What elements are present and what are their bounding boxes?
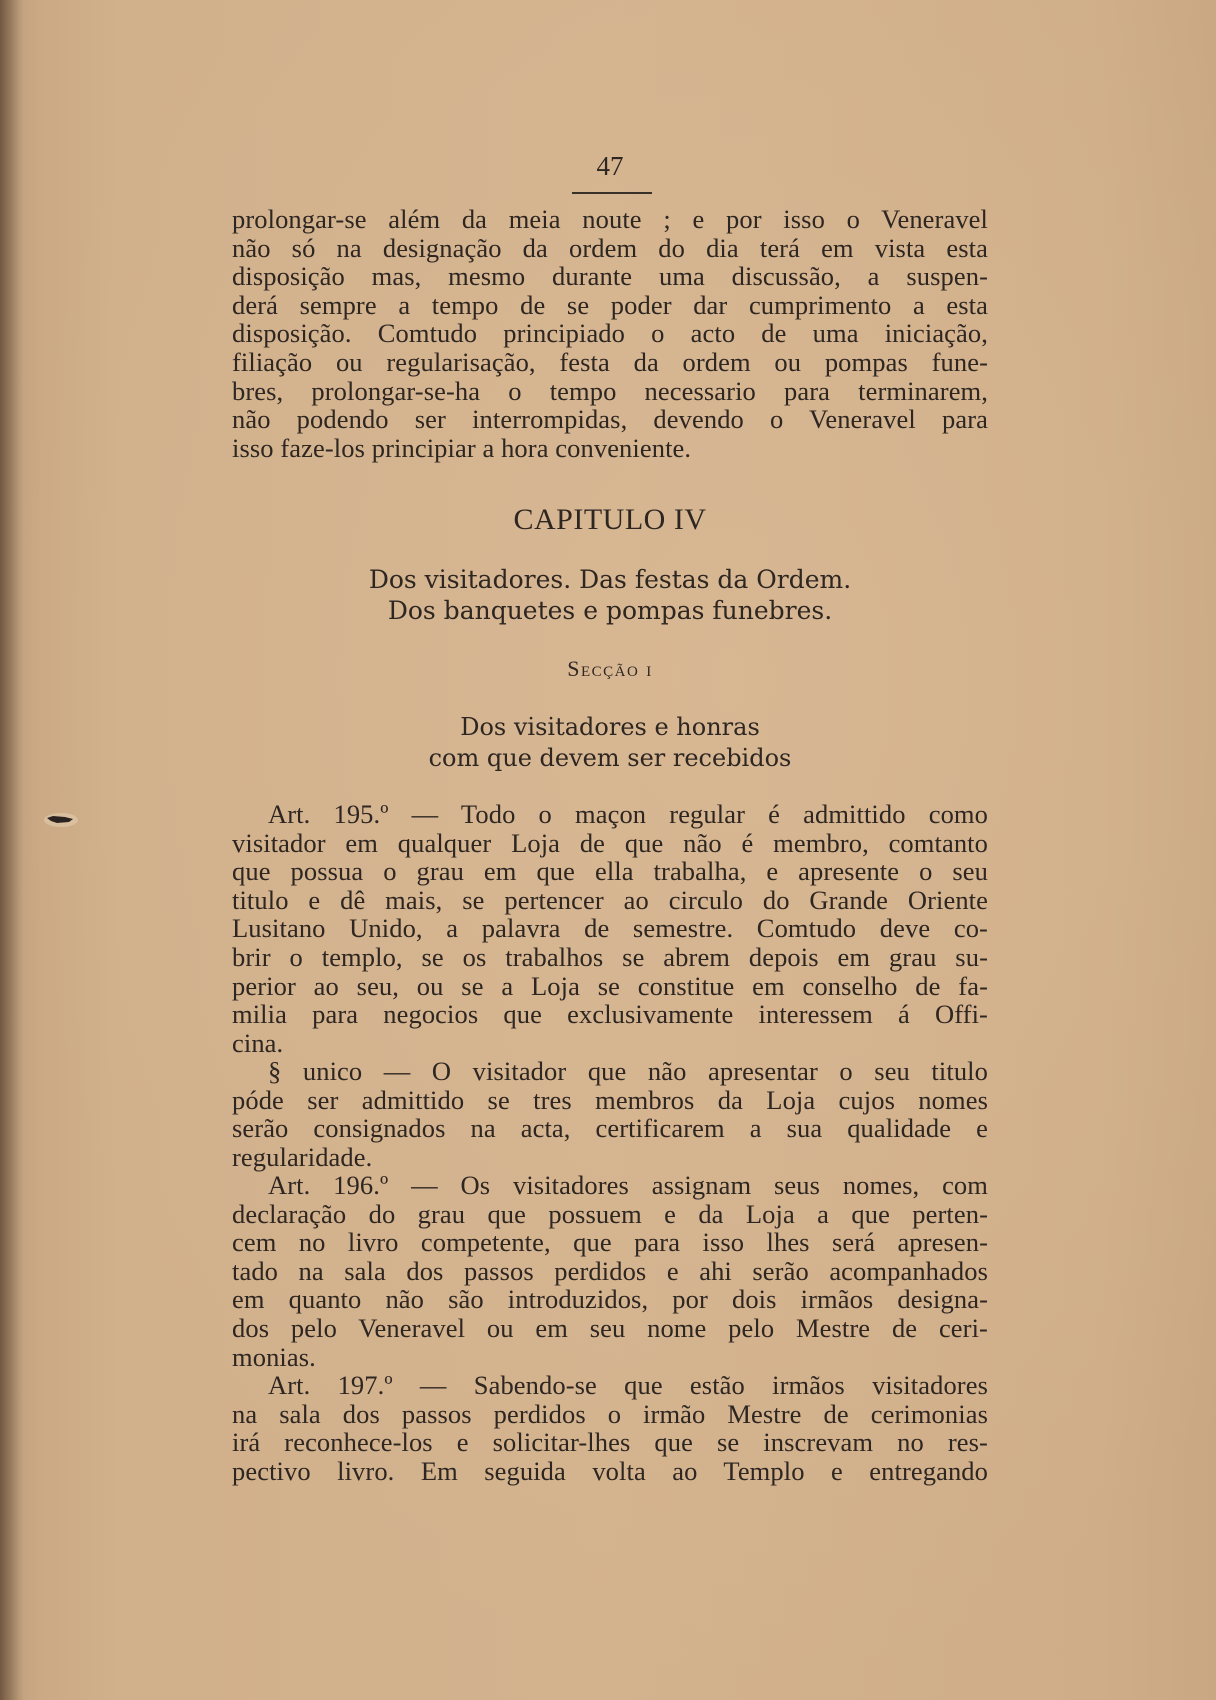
text-line: irá reconhece-los e solicitar-lhes que se inscrevam no res-	[232, 1427, 988, 1458]
chapter-subtitle-line: Dos visitadores. Das festas da Ordem.	[368, 565, 852, 594]
article-197	[232, 1371, 988, 1485]
text-line: serão consignados na acta, certificarem a sua qualidade e	[232, 1113, 988, 1144]
text-line: filiação ou regularisação, festa da ordem ou pompas fune-	[232, 346, 988, 377]
section-title	[232, 712, 988, 774]
text-line: milia para negocios que exclusivamente interessem á Offi-	[232, 999, 988, 1030]
text-line: que possua o grau em que ella trabalha, e apresente o seu	[232, 856, 988, 887]
intro-paragraph	[232, 205, 988, 462]
text-line: disposição. Comtudo principiado o acto de uma iniciação,	[232, 318, 988, 349]
text-line: tado na sala dos passos perdidos e ahi serão acompanhados	[232, 1255, 988, 1286]
article-196	[232, 1171, 988, 1371]
text-line: regularidade.	[232, 1141, 373, 1172]
text-line: Art. 197.º — Sabendo-se que estão irmãos visitadores	[268, 1370, 988, 1400]
text-line: monias.	[232, 1341, 316, 1372]
text-line: § unico — O visitador que não apresentar o seu titulo	[268, 1056, 988, 1086]
text-line: bres, prolongar-se-ha o tempo necessario para terminarem,	[232, 375, 988, 406]
text-line: derá sempre a tempo de se poder dar cumprimento a esta	[232, 289, 988, 320]
text-line: dos pelo Veneravel ou em seu nome pelo Mestre de ceri-	[232, 1312, 988, 1343]
chapter-subtitle	[232, 564, 988, 626]
article-195	[232, 800, 988, 1057]
text-line: Lusitano Unido, a palavra de semestre. Comtudo deve co-	[232, 913, 988, 944]
text-line: Art. 195.º — Todo o maçon regular é admittido como	[268, 799, 988, 829]
text-line: em quanto não são introduzidos, por dois irmãos designa-	[232, 1284, 988, 1315]
page-number-rule	[572, 192, 652, 194]
chapter-heading: CAPITULO IV	[513, 503, 707, 536]
text-line: pectivo livro. Em seguida volta ao Templo e entregando	[232, 1455, 988, 1486]
text-line: póde ser admittido se tres membros da Loja cujos nomes	[232, 1084, 988, 1115]
spine-shadow	[0, 0, 24, 1700]
text-line: não só na designação da ordem do dia terá em vista esta	[232, 232, 988, 263]
section-heading: Secção i	[567, 656, 653, 681]
text-line: cem no livro competente, que para isso lhes será apresen-	[232, 1227, 988, 1258]
text-line: perior ao seu, ou se a Loja se constitue em conselho de fa-	[232, 970, 988, 1001]
worm-hole-damage-icon	[43, 812, 79, 828]
text-line: não podendo ser interrompidas, devendo o Veneravel para	[232, 404, 988, 435]
text-line: brir o templo, se os trabalhos se abrem depois em grau su-	[232, 941, 988, 972]
section-title-line: Dos visitadores e honras	[460, 713, 760, 741]
text-line: prolongar-se além da meia noute ; e por isso o Veneravel	[232, 204, 988, 234]
section-title-line: com que devem ser recebidos	[428, 744, 792, 772]
text-line: isso faze-los principiar a hora conveniente.	[232, 432, 692, 463]
text-line: na sala dos passos perdidos o irmão Mestre de cerimonias	[232, 1398, 988, 1429]
text-line: Art. 196.º — Os visitadores assignam seus nomes, com	[268, 1170, 988, 1200]
chapter-subtitle-line: Dos banquetes e pompas funebres.	[387, 596, 833, 625]
text-line: visitador em qualquer Loja de que não é membro, comtanto	[232, 827, 988, 858]
text-line: disposição mas, mesmo durante uma discussão, a suspen-	[232, 261, 988, 292]
text-line: titulo e dê mais, se pertencer ao circulo do Grande Oriente	[232, 884, 988, 915]
paragraph-unico	[232, 1057, 988, 1171]
page-number: 47	[596, 151, 624, 181]
text-line: cina.	[232, 1027, 284, 1058]
text-line: declaração do grau que possuem e da Loja a que perten-	[232, 1198, 988, 1229]
